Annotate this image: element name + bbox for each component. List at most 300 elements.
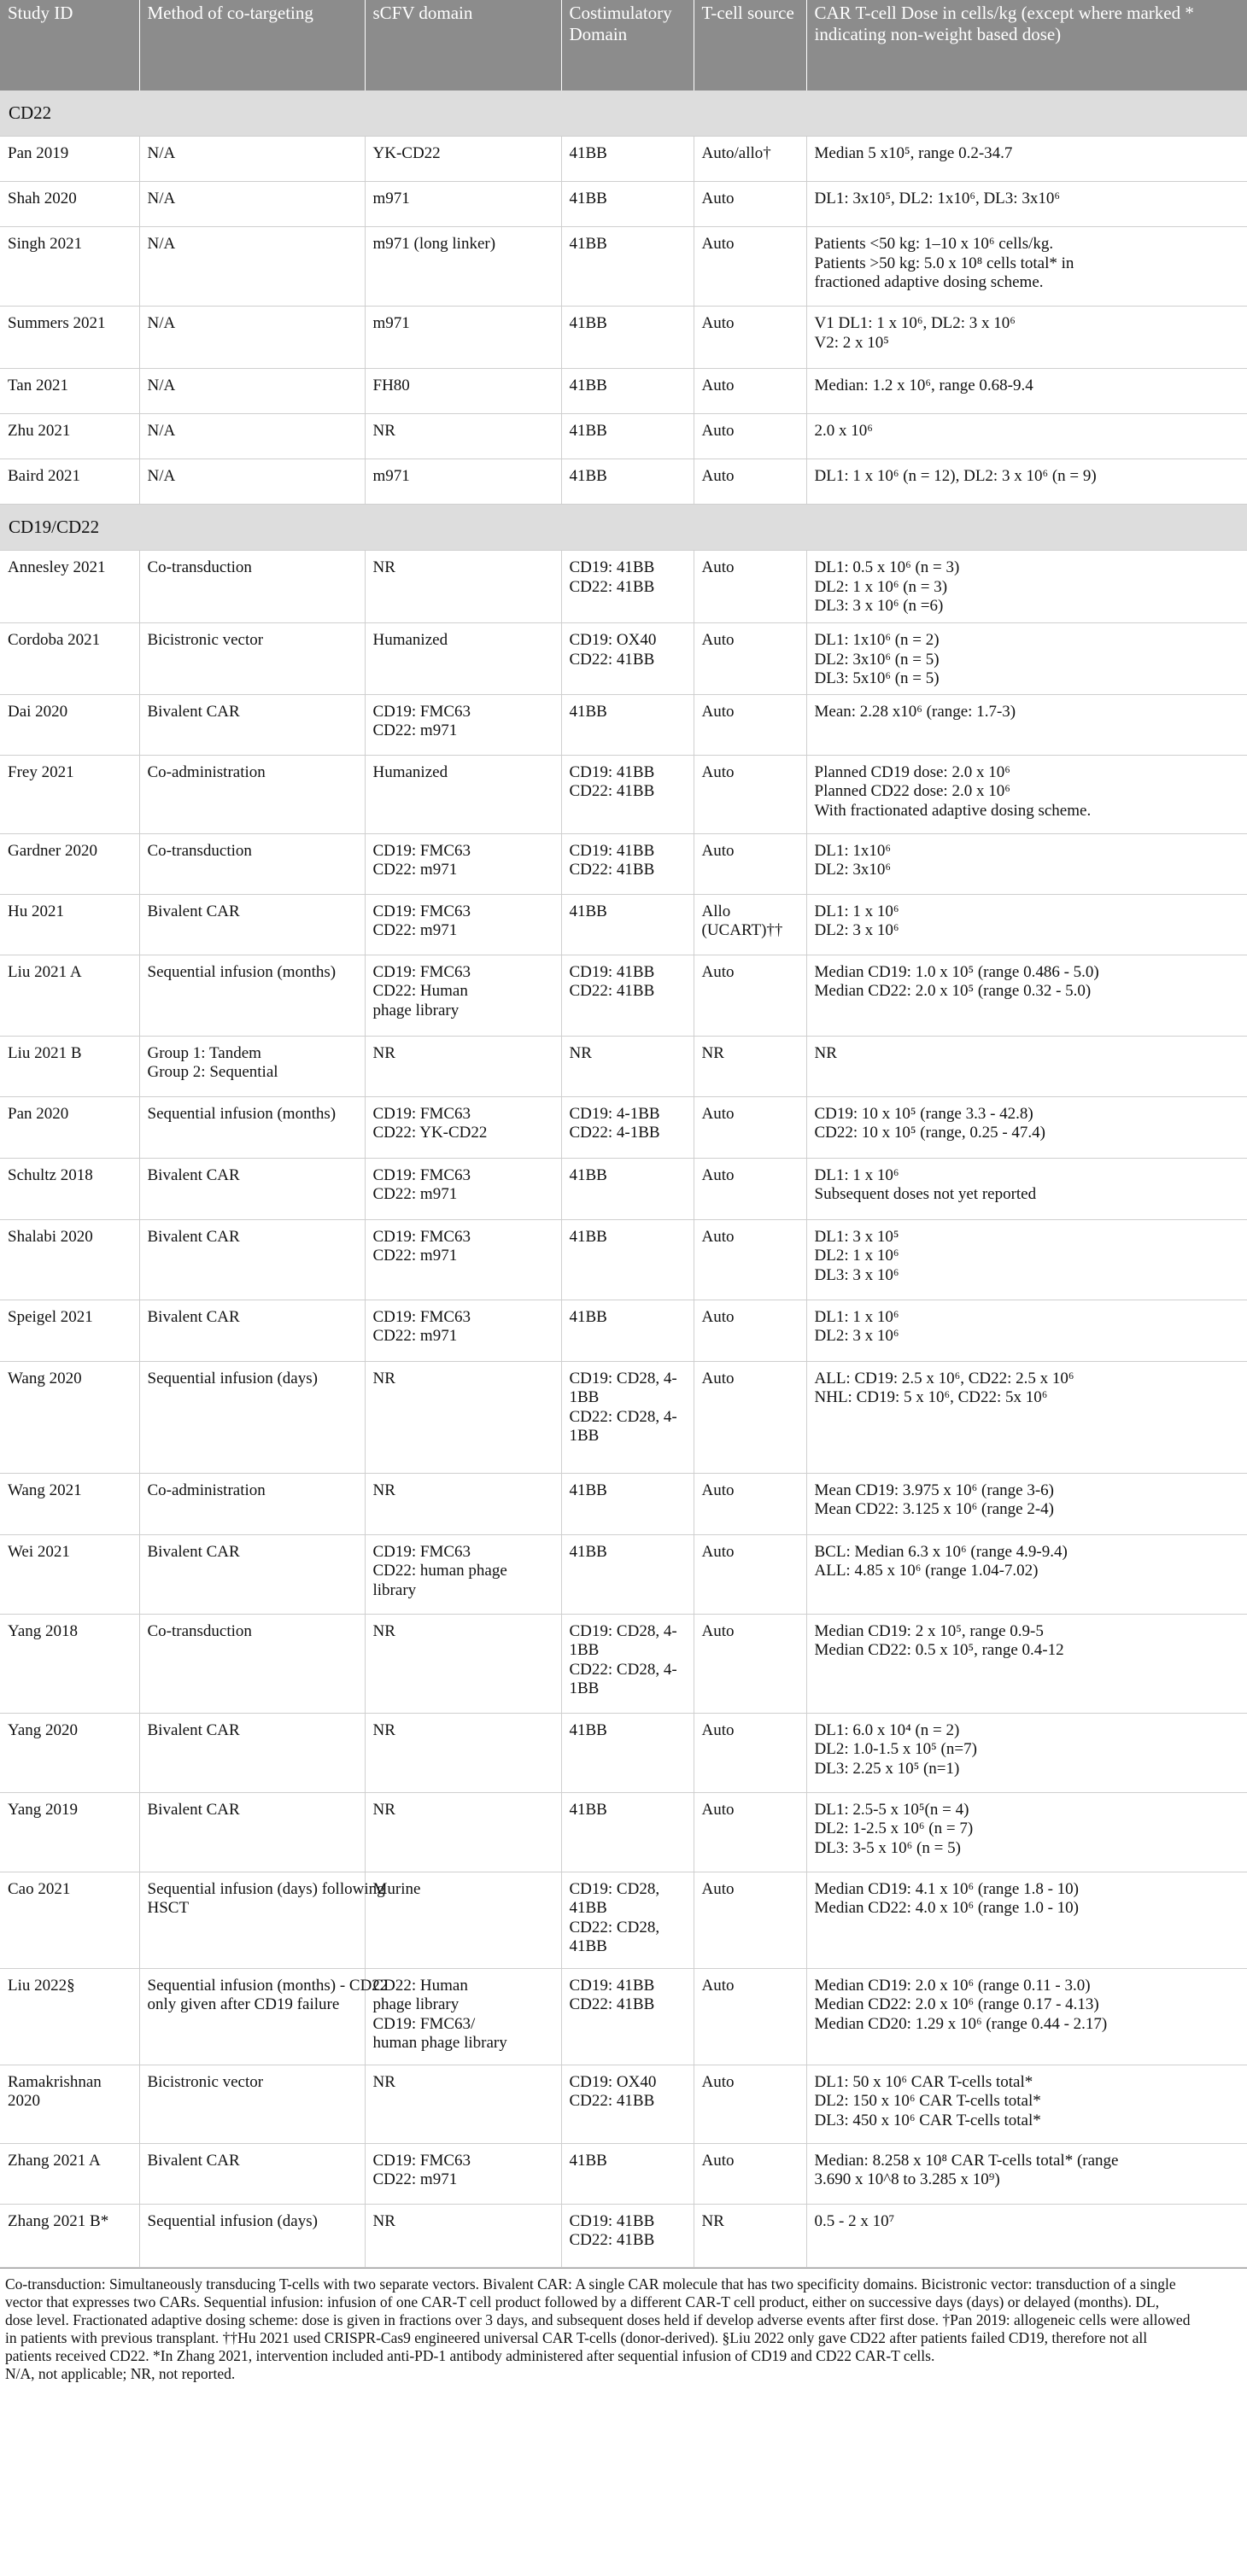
source-cell: [694, 623, 806, 695]
footnote-line: in patients with previous transplant. ††Hu 2021 used CRISPR-Cas9 engineered universal CAR T-cells (donor-derived). §Liu 2022 only gave CD22 after patients failed CD19, therefore not all: [5, 2328, 1148, 2346]
cell-line: m971: [372, 314, 410, 332]
cell-line: CD22: m971: [372, 2170, 458, 2188]
table-row: [0, 955, 1247, 1036]
dose-cell: [806, 1473, 1247, 1534]
dose-cell: [806, 1792, 1247, 1872]
cell-line: BCL: Median 6.3 x 10⁶ (range 4.9-9.4): [814, 1542, 1068, 1561]
method-cell: [139, 694, 365, 755]
study-id-cell: [0, 2204, 139, 2267]
cell-line: CD22: m971: [372, 1247, 458, 1265]
cell-line: CD22: m971: [372, 861, 458, 879]
cell-line: DL1: 3x10⁵, DL2: 1x10⁶, DL3: 3x10⁶: [814, 190, 1060, 207]
costim-cell: [561, 307, 694, 369]
cell-line: Group 2: Sequential: [147, 1063, 278, 1081]
study-id-cell: [0, 694, 139, 755]
cell-line: 1BB: [569, 1427, 600, 1445]
cell-line: DL1: 0.5 x 10⁶ (n = 3): [814, 558, 960, 576]
cell-line: CD22: YK-CD22: [372, 1124, 488, 1142]
source-cell: [694, 307, 806, 369]
study-id-cell: [0, 623, 139, 695]
cell-line: CD19: FMC63: [372, 1104, 471, 1123]
cell-line: NR: [372, 1800, 395, 1819]
study-id-cell: [0, 551, 139, 623]
cell-line: Co-transduction: [147, 1621, 252, 1640]
cell-line: Auto: [701, 467, 735, 485]
cell-line: CD19: 4-1BB: [569, 1104, 660, 1123]
dose-cell: [806, 755, 1247, 833]
dose-cell: [806, 1300, 1247, 1361]
cell-line: Tan 2021: [8, 377, 68, 394]
costim-cell: [561, 833, 694, 894]
cell-line: Bivalent CAR: [147, 1800, 240, 1819]
cell-line: Auto: [701, 1481, 735, 1499]
scfv-cell: [365, 1792, 561, 1872]
cell-line: CD19: CD28, 4-: [569, 1621, 677, 1640]
cell-line: 41BB: [569, 1800, 607, 1819]
dose-cell: [806, 369, 1247, 414]
costim-cell: [561, 1614, 694, 1713]
source-cell: [694, 1614, 806, 1713]
cell-line: DL3: 450 x 10⁶ CAR T-cells total*: [814, 2111, 1041, 2129]
cell-line: Median CD19: 1.0 x 10⁵ (range 0.486 - 5.0): [814, 962, 1099, 981]
scfv-cell: [365, 1361, 561, 1473]
study-id-cell: [0, 1219, 139, 1300]
costim-cell: [561, 894, 694, 955]
cell-line: Murine: [372, 1879, 421, 1898]
header-method: Method of co-targeting: [139, 0, 365, 91]
cell-line: Pan 2019: [8, 144, 69, 162]
cell-line: CD22: 4-1BB: [569, 1124, 660, 1142]
source-cell: [694, 1036, 806, 1096]
method-cell: [139, 2065, 365, 2143]
cell-line: Co-transduction: [147, 841, 252, 860]
study-id-cell: [0, 1614, 139, 1713]
cell-line: DL2: 3x10⁶ (n = 5): [814, 650, 940, 669]
table-header: [0, 0, 1247, 91]
source-cell: [694, 1219, 806, 1300]
method-cell: [139, 1300, 365, 1361]
cell-line: Auto: [701, 1976, 735, 1995]
cell-line: Baird 2021: [8, 467, 80, 485]
cell-line: Auto: [701, 1227, 735, 1246]
table-footnote: [0, 2268, 1247, 2383]
cell-line: NR: [372, 2211, 395, 2230]
costim-cell: [561, 227, 694, 307]
cell-line: CD22: m971: [372, 921, 458, 939]
cell-line: CD19: FMC63: [372, 702, 471, 721]
footnote-line: N/A, not applicable; NR, not reported.: [5, 2364, 236, 2382]
cell-line: Pan 2020: [8, 1104, 69, 1123]
cell-line: Auto: [701, 558, 735, 576]
cell-line: Sequential infusion (days): [147, 2211, 318, 2230]
cell-line: DL1: 1 x 10⁶: [814, 902, 899, 920]
scfv-cell: [365, 2065, 561, 2143]
cell-line: Cao 2021: [8, 1879, 71, 1898]
table-row: [0, 1219, 1247, 1300]
method-cell: [139, 182, 365, 227]
dose-cell: [806, 2065, 1247, 2143]
cell-line: CD22: Human: [372, 1976, 468, 1995]
table-row: [0, 1096, 1247, 1158]
cell-line: Auto: [701, 1542, 735, 1561]
cell-line: Annesley 2021: [8, 558, 106, 576]
cell-line: NR: [372, 558, 395, 576]
cell-line: DL3: 3-5 x 10⁶ (n = 5): [814, 1838, 961, 1857]
cell-line: Sequential infusion (months): [147, 1104, 337, 1123]
cell-line: 41BB: [569, 1165, 607, 1184]
section-title: CD22: [0, 91, 1247, 137]
cell-line: V1 DL1: 1 x 10⁶, DL2: 3 x 10⁶: [814, 314, 1016, 332]
study-id-cell: [0, 2143, 139, 2204]
cell-line: CD19: CD28, 4-: [569, 1369, 677, 1387]
costim-cell: [561, 1361, 694, 1473]
source-cell: [694, 1872, 806, 1968]
cell-line: CD22: 41BB: [569, 861, 655, 879]
costim-cell: [561, 694, 694, 755]
cell-line: Yang 2018: [8, 1621, 79, 1640]
source-cell: [694, 1473, 806, 1534]
dose-cell: [806, 894, 1247, 955]
cell-line: Patients <50 kg: 1–10 x 10⁶ cells/kg.: [814, 235, 1054, 253]
cell-line: 41BB: [569, 1937, 607, 1955]
costim-cell: [561, 1036, 694, 1096]
header-costimulatory-domain: Costimulatory Domain: [561, 0, 694, 91]
cell-line: Mean: 2.28 x10⁶ (range: 1.7-3): [814, 702, 1016, 721]
table-row: [0, 1300, 1247, 1361]
cell-line: Speigel 2021: [8, 1307, 93, 1326]
cell-line: CD19: OX40: [569, 2072, 657, 2091]
table-row: [0, 1614, 1247, 1713]
dose-cell: [806, 182, 1247, 227]
cell-line: Median CD19: 2.0 x 10⁶ (range 0.11 - 3.0): [814, 1976, 1091, 1995]
cell-line: Auto: [701, 2151, 735, 2170]
cell-line: Hu 2021: [8, 902, 64, 920]
source-cell: [694, 459, 806, 505]
method-cell: [139, 1614, 365, 1713]
method-cell: [139, 955, 365, 1036]
cell-line: 41BB: [569, 1899, 607, 1917]
cell-line: DL2: 1 x 10⁶: [814, 1247, 899, 1265]
source-cell: [694, 694, 806, 755]
table-row: [0, 623, 1247, 695]
cell-line: Median CD22: 2.0 x 10⁵ (range 0.32 - 5.0): [814, 982, 1092, 1000]
cell-line: NR: [372, 1043, 395, 1062]
table-row: [0, 694, 1247, 755]
method-cell: [139, 1219, 365, 1300]
cell-line: DL1: 3 x 10⁵: [814, 1227, 899, 1246]
source-cell: [694, 1096, 806, 1158]
cell-line: Median CD22: 4.0 x 10⁶ (range 1.0 - 10): [814, 1899, 1080, 1917]
cell-line: N/A: [147, 467, 176, 485]
costim-cell: [561, 1219, 694, 1300]
method-cell: [139, 307, 365, 369]
table-row: [0, 1361, 1247, 1473]
cell-line: CD19: FMC63: [372, 1227, 471, 1246]
cell-line: Median: 8.258 x 10⁸ CAR T-cells total* (range: [814, 2151, 1119, 2170]
cell-line: Dai 2020: [8, 702, 68, 721]
cell-line: 2020: [8, 2092, 40, 2110]
cell-line: Auto: [701, 2072, 735, 2091]
cell-line: 2.0 x 10⁶: [814, 422, 873, 440]
dose-cell: [806, 551, 1247, 623]
source-cell: [694, 414, 806, 459]
dose-cell: [806, 1534, 1247, 1614]
study-id-cell: [0, 227, 139, 307]
table-row: [0, 307, 1247, 369]
cell-line: DL2: 1-2.5 x 10⁶ (n = 7): [814, 1820, 974, 1837]
table-row: [0, 1968, 1247, 2065]
source-cell: [694, 833, 806, 894]
cell-line: library: [372, 1580, 417, 1599]
cell-line: CD19: FMC63: [372, 841, 471, 860]
cell-line: Yang 2019: [8, 1800, 79, 1819]
cell-line: CD19: CD28,: [569, 1879, 660, 1898]
cell-line: only given after CD19 failure: [147, 1995, 340, 2013]
study-id-cell: [0, 1158, 139, 1219]
scfv-cell: [365, 307, 561, 369]
cell-line: Auto: [701, 190, 735, 207]
dose-cell: [806, 1713, 1247, 1792]
cell-line: DL1: 2.5-5 x 10⁵(n = 4): [814, 1800, 969, 1819]
table-row: [0, 1534, 1247, 1614]
dose-cell: [806, 1872, 1247, 1968]
table-row: [0, 2143, 1247, 2204]
cell-line: m971: [372, 190, 410, 207]
cell-line: Auto: [701, 1720, 735, 1739]
footnote-line: vector that expresses two CARs. Sequential infusion: infusion of one CAR-T cell product followed by a different CAR-T cell product, either on successive days (days) or delayed (months). DL,: [5, 2293, 1160, 2310]
cell-line: Median CD19: 4.1 x 10⁶ (range 1.8 - 10): [814, 1879, 1080, 1898]
cell-line: CD19: 41BB: [569, 2211, 655, 2230]
cell-line: Gardner 2020: [8, 841, 97, 860]
method-cell: [139, 459, 365, 505]
cell-line: CD19: 41BB: [569, 558, 655, 576]
scfv-cell: [365, 755, 561, 833]
dose-cell: [806, 694, 1247, 755]
cell-line: CD22: CD28,: [569, 1918, 660, 1936]
cell-line: CD19: 10 x 10⁵ (range 3.3 - 42.8): [814, 1104, 1033, 1123]
dose-cell: [806, 955, 1247, 1036]
dose-cell: [806, 1096, 1247, 1158]
scfv-cell: [365, 459, 561, 505]
cell-line: DL2: 3 x 10⁶: [814, 921, 899, 939]
cell-line: 41BB: [569, 467, 607, 485]
cell-line: Group 1: Tandem: [147, 1043, 261, 1062]
costim-cell: [561, 459, 694, 505]
dose-cell: [806, 833, 1247, 894]
dose-cell: [806, 2204, 1247, 2267]
cell-line: 41BB: [569, 1481, 607, 1499]
cell-line: V2: 2 x 10⁵: [814, 333, 889, 352]
dose-cell: [806, 623, 1247, 695]
cell-line: 41BB: [569, 422, 607, 440]
study-id-cell: [0, 307, 139, 369]
cell-line: Auto: [701, 1104, 735, 1123]
dose-cell: [806, 137, 1247, 182]
cell-line: 1BB: [569, 1388, 600, 1406]
cell-line: 41BB: [569, 235, 607, 253]
method-cell: [139, 1096, 365, 1158]
table-row: [0, 1713, 1247, 1792]
cell-line: DL1: 1 x 10⁶: [814, 1307, 899, 1326]
cell-line: With fractionated adaptive dosing scheme.: [814, 801, 1092, 820]
method-cell: [139, 551, 365, 623]
scfv-cell: [365, 694, 561, 755]
cell-line: NR: [372, 1621, 395, 1640]
footnote-line: Co-transduction: Simultaneously transducing T-cells with two separate vectors. Bivalent CAR: A single CAR molecule that has two specificity domains. Bicistronic vector: transduction of a single: [5, 2275, 1176, 2293]
section-row: [0, 91, 1247, 137]
cell-line: DL3: 3 x 10⁶ (n =6): [814, 597, 944, 615]
study-id-cell: [0, 459, 139, 505]
source-cell: [694, 1300, 806, 1361]
scfv-cell: [365, 1968, 561, 2065]
scfv-cell: [365, 1219, 561, 1300]
cell-line: Median CD20: 1.29 x 10⁶ (range 0.44 - 2.17): [814, 2014, 1108, 2033]
cell-line: CD22: 10 x 10⁵ (range, 0.25 - 47.4): [814, 1124, 1045, 1142]
cell-line: Sequential infusion (months) - CD22: [147, 1976, 389, 1995]
cell-line: DL3: 5x10⁶ (n = 5): [814, 669, 940, 687]
cell-line: Allo: [701, 902, 731, 920]
table-row: [0, 137, 1247, 182]
study-id-cell: [0, 1036, 139, 1096]
scfv-cell: [365, 1300, 561, 1361]
study-id-cell: [0, 182, 139, 227]
cell-line: 41BB: [569, 1542, 607, 1561]
cell-line: Median CD22: 0.5 x 10⁵, range 0.4-12: [814, 1641, 1064, 1659]
table-row: [0, 894, 1247, 955]
cell-line: m971: [372, 467, 410, 485]
cell-line: Auto: [701, 1800, 735, 1819]
dose-cell: [806, 2143, 1247, 2204]
scfv-cell: [365, 1096, 561, 1158]
cell-line: Bivalent CAR: [147, 702, 240, 721]
source-cell: [694, 1968, 806, 2065]
cell-line: Mean CD22: 3.125 x 10⁶ (range 2-4): [814, 1500, 1054, 1518]
cell-line: Co-transduction: [147, 558, 252, 576]
section-row: [0, 505, 1247, 551]
costim-cell: [561, 137, 694, 182]
cell-line: Sequential infusion (days): [147, 1369, 318, 1387]
table-row: [0, 2065, 1247, 2143]
cell-line: CD22: human phage: [372, 1562, 507, 1580]
cell-line: DL1: 1x10⁶ (n = 2): [814, 631, 940, 649]
cell-line: Wei 2021: [8, 1542, 70, 1561]
cell-line: DL1: 50 x 10⁶ CAR T-cells total*: [814, 2072, 1033, 2091]
cell-line: Median: 1.2 x 10⁶, range 0.68-9.4: [814, 377, 1033, 394]
dose-cell: [806, 459, 1247, 505]
cell-line: CD19: 41BB: [569, 762, 655, 781]
study-id-cell: [0, 369, 139, 414]
cell-line: NR: [372, 1369, 395, 1387]
scfv-cell: [365, 414, 561, 459]
cell-line: DL2: 1 x 10⁶ (n = 3): [814, 577, 948, 596]
dose-cell: [806, 1219, 1247, 1300]
cell-line: Bivalent CAR: [147, 1307, 240, 1326]
cell-line: N/A: [147, 377, 176, 394]
cell-line: YK-CD22: [372, 144, 441, 162]
method-cell: [139, 833, 365, 894]
cell-line: Bivalent CAR: [147, 1542, 240, 1561]
costim-cell: [561, 1713, 694, 1792]
dose-cell: [806, 227, 1247, 307]
study-id-cell: [0, 1096, 139, 1158]
cell-line: Bivalent CAR: [147, 2151, 240, 2170]
method-cell: [139, 1361, 365, 1473]
cell-line: Schultz 2018: [8, 1165, 93, 1184]
cell-line: Subsequent doses not yet reported: [814, 1185, 1037, 1203]
costim-cell: [561, 1158, 694, 1219]
costim-cell: [561, 955, 694, 1036]
study-id-cell: [0, 1473, 139, 1534]
costim-cell: [561, 1792, 694, 1872]
scfv-cell: [365, 1614, 561, 1713]
table-row: [0, 227, 1247, 307]
cell-line: Mean CD19: 3.975 x 10⁶ (range 3-6): [814, 1481, 1054, 1499]
scfv-cell: [365, 1158, 561, 1219]
cell-line: Humanized: [372, 762, 448, 781]
source-cell: [694, 755, 806, 833]
scfv-cell: [365, 833, 561, 894]
cell-line: NR: [701, 2211, 724, 2230]
cell-line: N/A: [147, 190, 176, 207]
cell-line: Bivalent CAR: [147, 902, 240, 920]
costim-cell: [561, 1300, 694, 1361]
method-cell: [139, 1872, 385, 1968]
cell-line: CD19: FMC63: [372, 1307, 471, 1326]
cell-line: DL3: 2.25 x 10⁵ (n=1): [814, 1759, 960, 1778]
costim-cell: [561, 182, 694, 227]
cell-line: CD22: 41BB: [569, 982, 655, 1000]
table-row: [0, 459, 1247, 505]
cell-line: m971 (long linker): [372, 235, 496, 253]
study-id-cell: [0, 833, 139, 894]
cell-line: Yang 2020: [8, 1720, 79, 1739]
cell-line: DL2: 3 x 10⁶: [814, 1327, 899, 1345]
cell-line: Shah 2020: [8, 190, 77, 207]
study-id-cell: [0, 1792, 139, 1872]
table-body: [0, 91, 1247, 2267]
cell-line: 1BB: [569, 1641, 600, 1659]
source-cell: [694, 182, 806, 227]
cell-line: Wang 2021: [8, 1481, 82, 1499]
cell-line: CD19: FMC63: [372, 1542, 471, 1561]
cell-line: 41BB: [569, 1720, 607, 1739]
source-cell: [694, 955, 806, 1036]
cell-line: CD22: 41BB: [569, 2092, 655, 2110]
scfv-cell: [365, 1534, 561, 1614]
cell-line: 41BB: [569, 902, 607, 920]
method-cell: [139, 1036, 365, 1096]
method-cell: [139, 1968, 389, 2065]
cell-line: Median CD19: 2 x 10⁵, range 0.9-5: [814, 1621, 1044, 1640]
study-id-cell: [0, 1968, 139, 2065]
cell-line: N/A: [147, 144, 176, 162]
source-cell: [694, 1534, 806, 1614]
cell-line: CD22: m971: [372, 1185, 458, 1203]
footnote-line: patients received CD22. *In Zhang 2021, intervention included anti-PD-1 antibody administered after sequential infusion of CD19 and CD22 CAR-T cells.: [5, 2346, 935, 2364]
costim-cell: [561, 2065, 694, 2143]
cell-line: DL1: 1 x 10⁶: [814, 1165, 899, 1184]
cell-line: DL1: 1x10⁶: [814, 841, 891, 860]
cell-line: N/A: [147, 235, 176, 253]
study-id-cell: [0, 1300, 139, 1361]
cell-line: Wang 2020: [8, 1369, 82, 1387]
cell-line: 41BB: [569, 190, 607, 207]
method-cell: [139, 1534, 365, 1614]
cell-line: HSCT: [147, 1899, 190, 1917]
cell-line: 41BB: [569, 314, 607, 332]
costim-cell: [561, 1872, 694, 1968]
table-row: [0, 369, 1247, 414]
